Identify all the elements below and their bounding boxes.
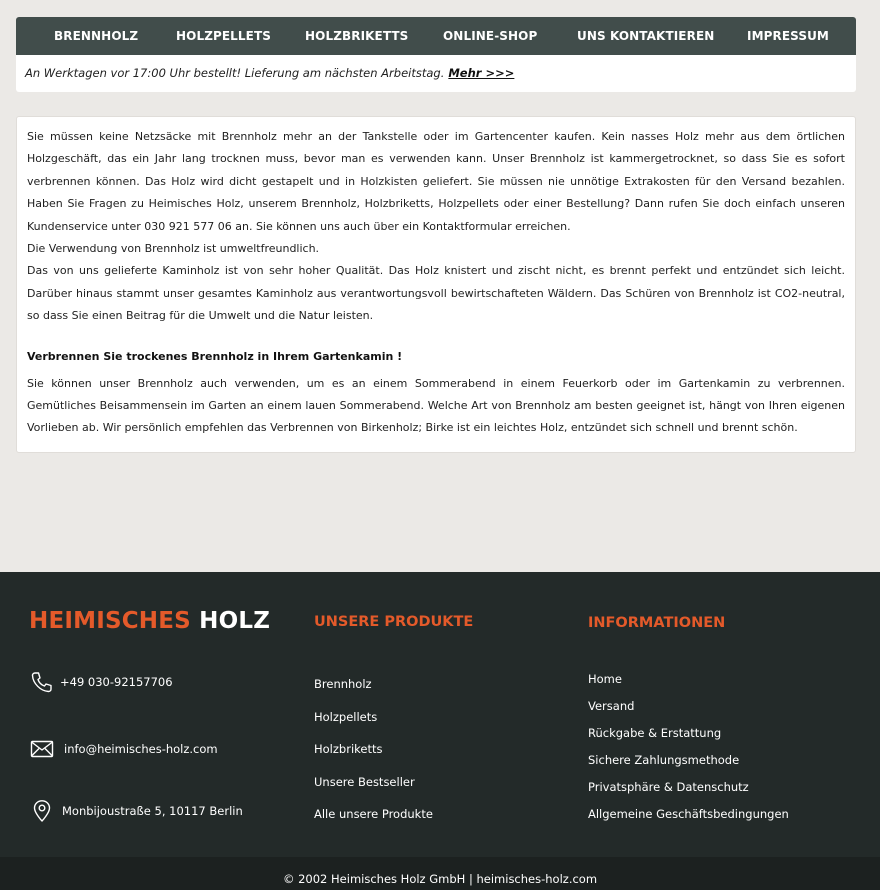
footer-link-zahlungsmethode[interactable]: Sichere Zahlungsmethode: [588, 753, 740, 767]
products-title: UNSERE PRODUKTE: [314, 614, 474, 630]
nav-item-impressum[interactable]: IMPRESSUM: [747, 29, 829, 43]
contact-address-text: Monbijoustraße 5, 10117 Berlin: [62, 804, 243, 818]
garden-paragraph: Sie können unser Brennholz auch verwenden, um es an einem Sommerabend in einem Feuerkorb oder im Gartenkamin zu verbrennen. Gemütliches Beisammensein im Garten an einem lauen Sommerabend. Welche Art von Brennholz am besten geeignet ist, hängt von Ihren eigenen Vorlieben ab. Wir persönlich empfehlen das Verbrennen von Birkenholz; Birke ist ein leichtes Holz, entzündet sich schnell und brennt schön.: [27, 376, 845, 435]
info-title: INFORMATIONEN: [588, 615, 726, 631]
footer-link-versand[interactable]: Versand: [588, 699, 635, 713]
more-link[interactable]: Mehr >>>: [448, 66, 515, 80]
contact-phone-text: +49 030-92157706: [60, 675, 173, 689]
products-list: [314, 677, 433, 827]
footer-link-holzpellets[interactable]: Holzpellets: [314, 710, 378, 724]
footer-link-holzbriketts[interactable]: Holzbriketts: [314, 742, 383, 756]
footer-link-bestseller[interactable]: Unsere Bestseller: [314, 775, 415, 789]
footer-link-agb[interactable]: Allgemeine Geschäftsbedingungen: [588, 807, 789, 821]
copyright-text: © 2002 Heimisches Holz GmbH | heimisches-holz.com: [282, 872, 598, 886]
footer: [0, 572, 880, 857]
delivery-notice-text: An Werktagen vor 17:00 Uhr bestellt! Lieferung am nächsten Arbeitstag.: [25, 66, 445, 80]
info-list: [588, 672, 789, 827]
contact-email[interactable]: [30, 737, 218, 761]
footer-link-home[interactable]: Home: [588, 672, 622, 686]
footer-link-alle-produkte[interactable]: Alle unsere Produkte: [314, 807, 433, 821]
copyright-bar: [0, 857, 880, 890]
contact-address[interactable]: [30, 799, 243, 823]
footer-logo[interactable]: [29, 608, 270, 634]
footer-link-rueckgabe[interactable]: Rückgabe & Erstattung: [588, 726, 722, 740]
nav-item-holzpellets[interactable]: HOLZPELLETS: [176, 29, 272, 43]
contact-phone[interactable]: [30, 670, 173, 694]
main-content: [16, 116, 856, 453]
footer-link-brennholz[interactable]: Brennholz: [314, 677, 372, 691]
intro-paragraph: Sie müssen keine Netzsäcke mit Brennholz mehr an der Tankstelle oder im Gartencenter kaufen. Kein nasses Holz mehr aus dem örtlichen Holzgeschäft, das ein Jahr lang trocknen muss, bevor man es verwenden kann. Unser Brennholz ist kammergetrocknet, so dass Sie es sofort verbrennen können. Das Holz wird dicht gestapelt und in Holzkisten geliefert. Sie müssen nie unnötige Extrakosten für den Versand bezahlen. Haben Sie Fragen zu Heimisches Holz, unserem Brennholz, Holzbriketts, Holzpellets oder einer Bestellung? Dann rufen Sie doch einfach unseren Kundenservice unter 030 921 577 06 an. Sie können uns auch über ein Kontaktformular erreichen.: [27, 130, 845, 233]
footer-link-datenschutz[interactable]: Privatsphäre & Datenschutz: [588, 780, 749, 794]
logo-part2: HOLZ: [199, 608, 271, 634]
location-pin-icon: [30, 799, 54, 823]
nav-item-brennholz[interactable]: BRENNHOLZ: [54, 29, 139, 43]
mail-icon: [30, 737, 54, 761]
nav-item-online-shop[interactable]: ONLINE-SHOP: [443, 29, 538, 43]
main-nav: [16, 17, 856, 55]
delivery-notice: [16, 55, 856, 92]
quality-paragraph: Das von uns gelieferte Kaminholz ist von sehr hoher Qualität. Das Holz knistert und zischt nicht, es brennt perfekt und entzündet sich leicht. Darüber hinaus stammt unser gesamtes Kaminholz aus verantwortungsvoll bewirtschafteten Wäldern. Das Schüren von Brennholz ist CO2-neutral, so dass Sie einen Beitrag für die Umwelt und die Natur leisten.: [27, 264, 845, 323]
phone-icon: [30, 670, 54, 694]
section-heading: Verbrennen Sie trockenes Brennholz in Ihrem Gartenkamin !: [27, 349, 403, 363]
contact-email-text: info@heimisches-holz.com: [64, 742, 218, 756]
nav-item-uns-kontaktieren[interactable]: UNS KONTAKTIEREN: [577, 29, 715, 43]
nav-item-holzbriketts[interactable]: HOLZBRIKETTS: [305, 29, 409, 43]
eco-paragraph: Die Verwendung von Brennholz ist umweltfreundlich.: [27, 242, 320, 256]
logo-part1: HEIMISCHES: [29, 608, 191, 634]
